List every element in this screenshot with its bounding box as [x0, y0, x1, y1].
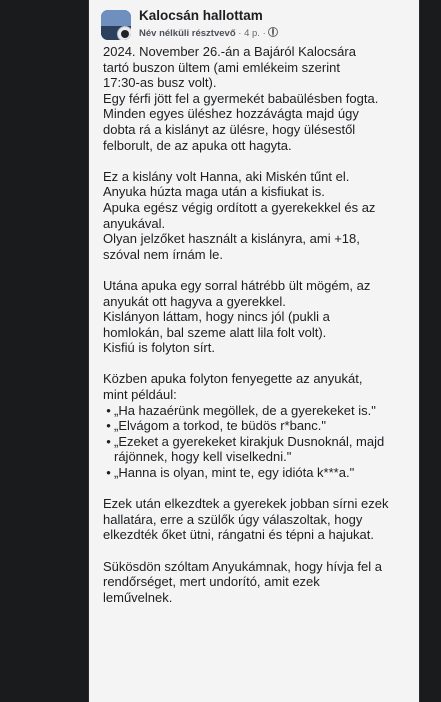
paragraph-3: [103, 278, 413, 356]
text-line: Ez a kislány volt Hanna, aki Miskén tűnt el.: [103, 168, 350, 184]
paragraph-gap: [103, 543, 413, 559]
globe-icon: [268, 27, 278, 37]
text-line: tartó buszon ültem (ami emlékeim szerint: [103, 59, 340, 75]
paragraph-2: [103, 169, 413, 263]
text-line: Anyuka húzta maga után a kisfiukat is.: [103, 184, 325, 200]
quote-text: „Ezeket a gyerekeket kirakjuk Dusnoknál, majd: [114, 433, 385, 449]
text-line: anyukát ott hagyva a gyerekkel.: [103, 293, 286, 309]
paragraph-6: [103, 559, 413, 606]
text-line: szóval nem írnám le.: [103, 246, 223, 262]
text-line: hallatára, erre a szülők úgy válaszoltak, hogy: [103, 511, 363, 527]
bullet-icon: •: [106, 418, 111, 434]
text-line: Kislányon láttam, hogy nincs jól (pukli a: [103, 309, 330, 325]
quote-text: „Ha hazaérünk megöllek, de a gyerekeket is.": [114, 402, 376, 418]
text-line: Apuka egész végig ordított a gyerekekkel és az: [103, 199, 376, 215]
meta-separator-2: ·: [262, 28, 266, 39]
bullet-icon: •: [106, 465, 111, 481]
list-item: [103, 403, 413, 419]
post-card: [88, 0, 420, 702]
post-meta: [139, 27, 278, 39]
text-line: elkezdték őket ütni, rángatni és tépni a hajukat.: [103, 527, 375, 543]
bullet-icon: •: [106, 433, 111, 449]
paragraph-4: [103, 371, 413, 480]
text-line: rendőrséget, mert undorító, amit ezek: [103, 574, 320, 590]
meta-separator: ·: [238, 28, 242, 39]
text-line: Közben apuka folyton fenyegette az anyukát,: [103, 371, 363, 387]
text-line: dobta rá a kislányt az ülésre, hogy ülésestől: [103, 121, 356, 137]
text-line: Sükösdön szóltam Anyukámnak, hogy hívja fel a: [103, 558, 382, 574]
paragraph-gap: [103, 153, 413, 169]
text-line: Utána apuka egy sorral hátrébb ült mögém, az: [103, 277, 371, 293]
list-item: [103, 434, 413, 450]
list-item: [103, 465, 413, 481]
text-line: felborult, de az apuka ott hagyta.: [103, 137, 292, 153]
post-body: [103, 44, 413, 605]
text-line: leművelnek.: [103, 589, 173, 605]
paragraph-gap: [103, 262, 413, 278]
quote-list: [103, 403, 413, 481]
text-line: mint például:: [103, 387, 177, 403]
quote-text: „Elvágom a torkod, te büdös r*banc.": [114, 418, 327, 434]
post-header: [101, 6, 411, 46]
quote-text: „Hanna is olyan, mint te, egy idióta k***a.": [114, 465, 355, 481]
anonymous-user-icon: [117, 26, 131, 40]
text-line: 17:30-as busz volt).: [103, 75, 217, 91]
text-line: anyukával.: [103, 215, 166, 231]
avatar-sky: [101, 10, 131, 26]
text-line: Minden egyes üléshez hozzávágta majd úgy: [103, 106, 359, 122]
group-avatar[interactable]: [101, 10, 131, 40]
text-line: Ezek után elkezdtek a gyerekek jobban sírni ezek: [103, 496, 389, 512]
text-line: Olyan jelzőket használt a kislányra, ami +18,: [103, 231, 360, 247]
paragraph-1: [103, 44, 413, 153]
quote-text-continued: rájönnek, hogy kell viselkedni.": [114, 449, 292, 465]
paragraph-gap: [103, 481, 413, 497]
author-name: Név nélküli résztvevő: [139, 28, 236, 39]
text-line: homlokán, bal szeme alatt lila folt volt).: [103, 324, 327, 340]
text-line: Kisfiú is folyton sírt.: [103, 340, 215, 356]
group-name-link[interactable]: Kalocsán hallottam: [139, 8, 263, 23]
paragraph-gap: [103, 356, 413, 372]
text-line: 2024. November 26.-án a Bajáról Kalocsára: [103, 44, 356, 59]
paragraph-5: [103, 496, 413, 543]
list-item: [103, 418, 413, 434]
post-time-link[interactable]: 4 p.: [244, 28, 260, 39]
text-line: Egy férfi jött fel a gyermekét babaülésben fogta.: [103, 90, 379, 106]
bullet-icon: •: [106, 402, 111, 418]
